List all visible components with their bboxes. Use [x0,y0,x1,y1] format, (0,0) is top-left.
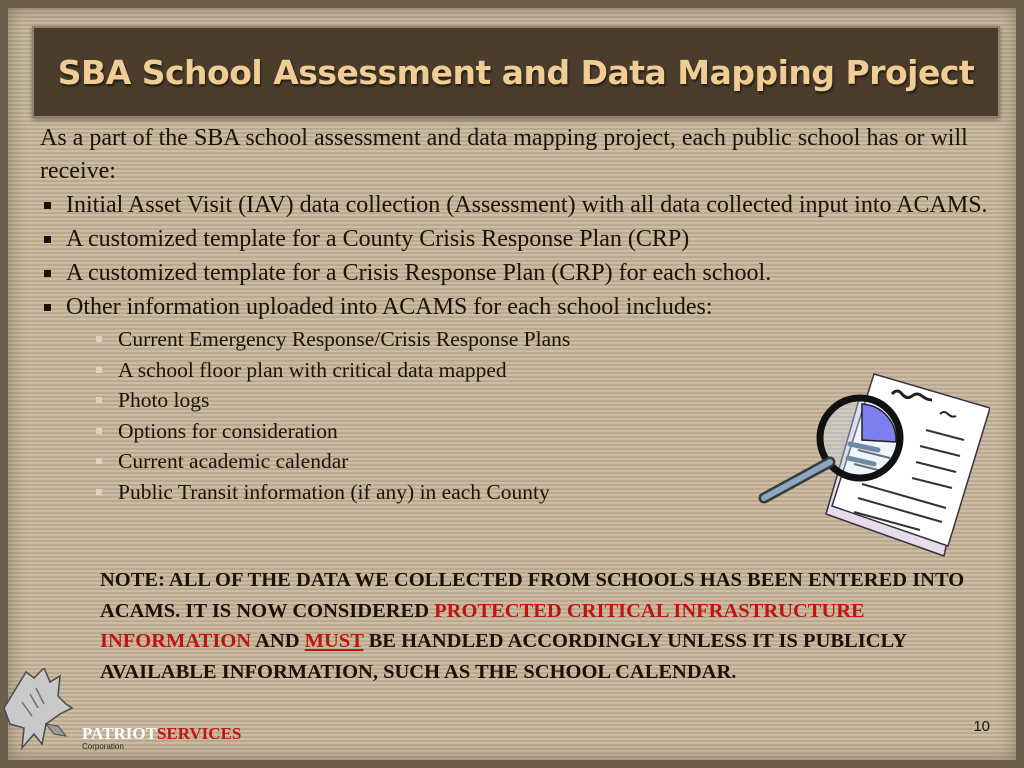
logo-subtitle: Corporation [82,742,124,751]
title-bar [32,26,1000,118]
note-part2: AND [251,630,305,652]
magnifier-document-icon [750,364,990,560]
bullet-item: Other information uploaded into ACAMS for each school includes: [40,291,990,324]
note-highlight: PROTECTED CRITICAL INFRASTRUCTURE INFORMATION [100,599,865,652]
sub-bullet-item: Photo logs [92,385,990,416]
logo-name [82,724,241,744]
sub-bullet-item: A school floor plan with critical data mapped [92,355,990,386]
page-number: 10 [973,718,990,735]
intro-text: As a part of the SBA school assessment and data mapping project, each public school has or will receive: [40,125,968,184]
note-must: MUST [304,630,364,652]
bullet-item: Initial Asset Visit (IAV) data collection (Assessment) with all data collected input into ACAMS. [40,189,990,222]
logo-name-part1: PATRIOT [82,724,157,743]
bullet-list [40,189,990,324]
sub-bullet-item: Public Transit information (if any) in each County [92,477,990,508]
note-part1: NOTE: ALL OF THE DATA WE COLLECTED FROM SCHOOLS HAS BEEN ENTERED INTO ACAMS. IT IS NOW CONSIDERED [100,569,965,622]
sub-bullet-item: Current academic calendar [92,446,990,477]
logo-name-part2: SERVICES [156,724,242,743]
slide-title: SBA School Assessment and Data Mapping Project [57,52,975,92]
bullet-item: A customized template for a Crisis Response Plan (CRP) for each school. [40,257,990,290]
sub-bullet-item: Current Emergency Response/Crisis Response Plans [92,324,990,355]
note-part3: BE HANDLED ACCORDINGLY UNLESS IT IS PUBLICLY AVAILABLE INFORMATION, SUCH AS THE SCHOOL CALENDAR. [100,630,907,683]
bullet-item: A customized template for a County Crisis Response Plan (CRP) [40,223,990,256]
sub-bullet-item: Options for consideration [92,416,990,447]
slide [8,8,1016,760]
